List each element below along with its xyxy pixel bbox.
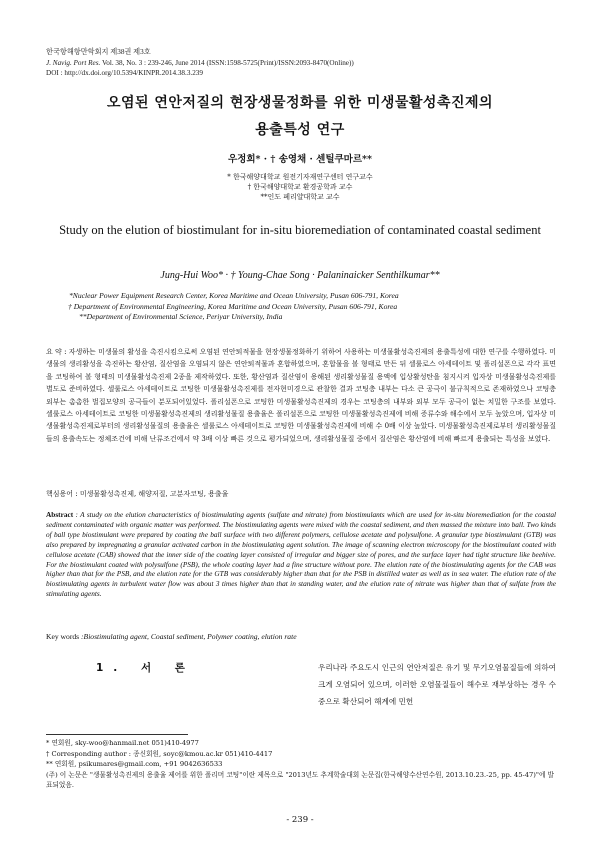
header-citation <box>46 58 354 69</box>
header-journal-en: J. Navig. Port Res. <box>46 58 101 67</box>
abstract-ko: 요 약 : 자생하는 미생물의 활성을 촉진시킴으로써 오염된 연안퇴적물을 현장생물정화하기 위하여 사용하는 미생물활성촉진제의 용출특성에 대한 연구를 수행하였다. 미생물의 생리활성을 촉진하는 황산염, 질산염을 오염되지 않은 연안퇴적물과 혼합하였으며, 혼합물을 볼 형태로 만든 뒤 셀룰로스 아세테이트 및 폴리설폰으로 각각 표면을 코팅하여 볼 형태의 미생물활성촉진제 2종을 제작하였다. 또한, 황산염과 질산염이 용해된 생리활성물질 용액에 입상활성탄을 침지시켜 입자상 미생물활성촉진제를 별도로 준비하였다. 셀룰로스 아세테이트로 코팅한 미생물활성촉진제를 전자현미경으로 관찰한 결과 코팅층 내부는 다소 큰 공극이 불규칙적으로 존재하였으나 코팅층 외부는 촘촘한 벌집모양의 공극들이 분포되어있었다. 폴리설폰으로 코팅한 미생물활성촉진제의 경우는 코팅층의 내부와 외부 모두 공극이 없는 치밀한 구조를 보였다. 셀룰로스 아세테이트로 코팅한 미생물활성촉진제의 생리활성물질 용출율은 폴리설폰으로 코팅한 미생물활성촉진제에 비해 증류수와 해수에서 모두 높았으며, 입자상 미생물활성촉진제로부터의 생리활성물질의 용출율은 셀룰로스 아세테이트로 코팅한 미생물활성촉진제에 비해 수 0배 이상 높았다. 미생물활성촉진제로부터 생리활성물질들의 용출속도는 정체조건에 비해 난류조건에서 약 3배 이상 빠른 것으로 평가되었으며, 생리활성물질 중에서 질산염은 황산염에 비해 빠르게 용출되는 특성을 보였다. <box>46 348 556 443</box>
footnote-1: * 연회원, sky-woo@hanmail.net 051)410-4977 <box>46 739 199 747</box>
header-volume: Vol. 38, No. 3 : 239-246, June 2014 (ISSN:1598-5725(Print)/ISSN:2093-8470(Online)) <box>100 58 354 67</box>
keywords-en-values: :Biostimulating agent, Coastal sediment, Polymer coating, elution rate <box>79 632 297 641</box>
section-heading-intro: 1. 서 론 <box>96 662 195 674</box>
affiliations-ko <box>0 172 600 202</box>
abstract-en <box>46 510 556 599</box>
affiliation-en-3: **Department of Environmental Science, Periyar University, India <box>79 312 283 321</box>
intro-paragraph: 우리나라 주요도시 인근의 연안저질은 유기 및 무기오염물질들에 의하여 크게 오염되어 있으며, 이러한 오염물질들이 해수로 재부상하는 경우 수중으로 확산되어 해계에 민헌 <box>318 663 556 706</box>
title-en: Study on the elution of biostimulant for in-situ bioremediation of contaminated coastal sediment <box>59 223 541 237</box>
title-ko-line1: 오염된 연안저질의 현장생물정화를 위한 미생물활성촉진제의 <box>106 95 494 111</box>
footnotes <box>46 738 558 791</box>
affiliations-en <box>46 291 556 323</box>
affiliation-ko-1: * 한국해양대학교 원전기자재연구센터 연구교수 <box>227 173 373 181</box>
title-ko-line2: 용출특성 연구 <box>255 122 345 138</box>
affiliation-en-1: *Nuclear Power Equipment Research Center, Korea Maritime and Ocean University, Pusan 606-791, Korea <box>69 291 399 300</box>
authors-ko: 우정희* · † 송영채 · 센틸쿠마르** <box>228 154 372 165</box>
footnote-4: (주) 이 논문은 "생물활성촉진제의 용출율 제어를 위한 폴리머 코팅"이란 제목으로 "2013년도 추계학술대회 논문집(한국해양수산연수원, 2013.10.23.-25, pp. 45-47)"에 발표되었음. <box>46 770 555 790</box>
header-doi[interactable]: DOI : http://dx.doi.org/10.5394/KINPR.2014.38.3.239 <box>46 69 203 77</box>
affiliation-en-2: † Department of Environmental Engineering, Korea Maritime and Ocean University, Pusan 606-791, Korea <box>68 301 398 311</box>
abstract-en-label: Abstract <box>46 510 74 519</box>
authors-en: Jung-Hui Woo* · † Young-Chae Song · Palaninaicker Senthilkumar** <box>160 270 440 281</box>
affiliation-ko-3: **인도 페리얄대학교 교수 <box>260 193 340 201</box>
journal-header <box>46 47 354 79</box>
page-number: - 239 - <box>286 815 314 825</box>
footnote-rule <box>46 734 188 735</box>
abstract-en-text: : A study on the elution characteristics of biostimulating agents (sulfate and nitrate) from biostimulants which are used for in-situ bioremediation for the coastal sediment contaminated with organic matter was performed. The biostimulating agents were mixed with the coastal sediment, and then massed the mixture into ball. Two kinds of ball type biostimulant were prepared by coating the ball surface with two different polymers, cellulose acetate and polysulfone. A granular type biostimulant (GTB) was also prepared by impregnating a granular activated carbon in the biostimulating agent solution. The image of scanning electron microscopy for the biostimulant coated with cellulose acetate (CAB) showed that the inner side of the coating layer consisted of irregular and bigger size of pores, and the surface layer had tight structure like beehive. For the biostimulant coated with polysulfone (PSB), the whole coating layer had a fine structure without pore. The elution rate of the biostimulating agents for the CAB was higher than that for the PSB, and the elution rate for the GTB was considerably higher than that for the PSB in distilled water as well as in sea water. The elution rate of the biostimulating agents in turbulent water flow was about 3 times higher than that in standing water, and the elution rate of nitrate was higher than that of sulfate from the stimulating agents. <box>46 510 556 599</box>
header-journal-ko: 한국항해항만학회지 제38권 제3호 <box>46 48 151 56</box>
footnote-2: † Corresponding author : 종신회원, soyc@kmou.ac.kr 051)410-4417 <box>46 749 273 758</box>
affiliation-ko-2: † 한국해양대학교 환경공학과 교수 <box>247 183 353 191</box>
keywords-en <box>46 632 297 641</box>
keywords-en-label: Key words <box>46 632 80 641</box>
keywords-ko: 핵심용어 : 미생물활성촉진제, 해양저질, 고분자코팅, 용출율 <box>46 490 229 498</box>
footnote-3: ** 연회원, psikumares@gmail.com, +91 9042636533 <box>46 760 223 769</box>
